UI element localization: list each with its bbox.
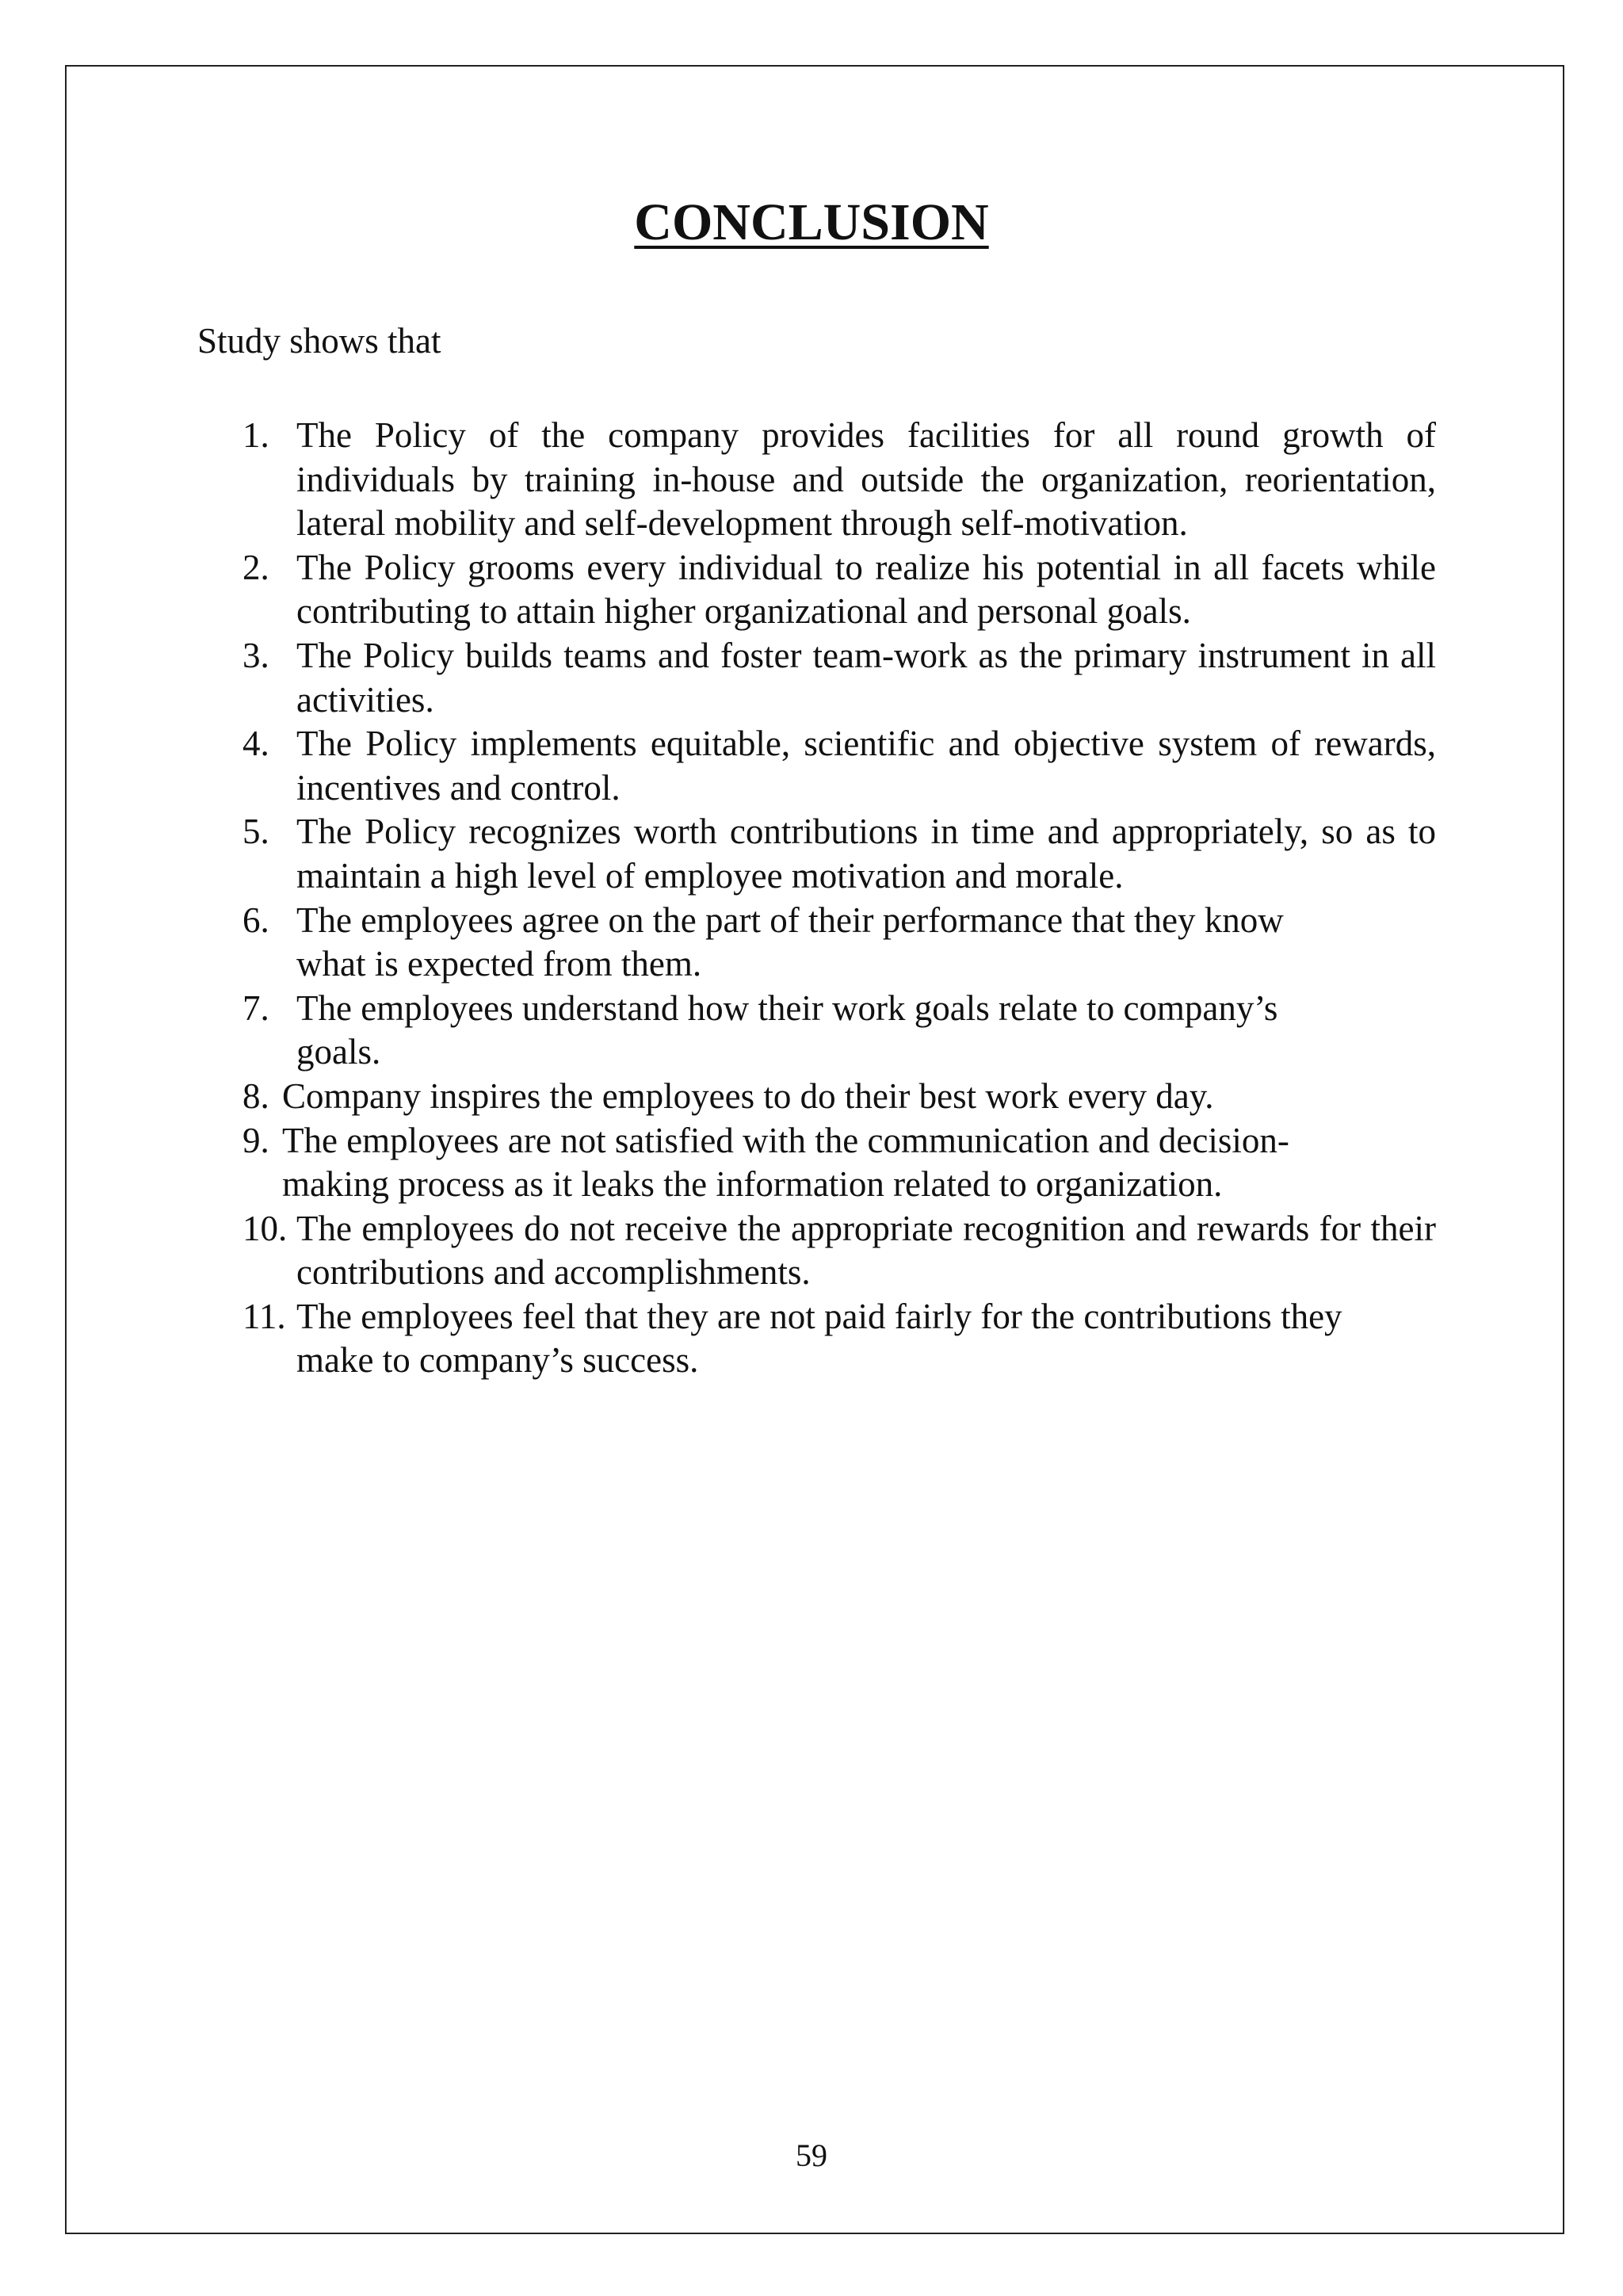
list-item <box>242 1075 1436 1119</box>
item-text: The Policy recognizes worth contributions in time and appropriately, so as to maintain a high level of employee motivation and morale. <box>296 812 1436 896</box>
item-text: The Policy of the company provides facilities for all round growth of individuals by training in-house and outside the organization, reorientation, lateral mobility and self-development through self-motivation. <box>296 415 1436 544</box>
intro-text: Study shows that <box>197 321 441 361</box>
item-number: 9. <box>242 1120 269 1160</box>
item-text: The Policy implements equitable, scientific and objective system of rewards, incentives and control. <box>296 724 1436 808</box>
item-number: 8. <box>242 1075 269 1116</box>
list-item <box>242 810 1436 898</box>
list-item <box>242 987 1436 1075</box>
page-title: CONCLUSION <box>634 193 989 251</box>
list-item <box>242 414 1436 546</box>
item-text: The Policy grooms every individual to realize his potential in all facets while contributing to attain higher organizational and personal goals. <box>296 547 1436 632</box>
item-number: 4. <box>242 724 269 764</box>
item-number: 2. <box>242 547 269 587</box>
item-number: 3. <box>242 635 269 675</box>
item-text: The employees do not receive the appropriate recognition and rewards for their contributions and accomplishments. <box>296 1208 1436 1293</box>
item-text: The Policy builds teams and foster team-work as the primary instrument in all activities. <box>296 635 1436 720</box>
item-text: The employees agree on the part of their performance that they know what is expected from them. <box>296 900 1284 984</box>
list-item <box>242 1207 1436 1295</box>
item-text: The employees understand how their work goals relate to company’s goals. <box>296 988 1278 1072</box>
item-text: The employees feel that they are not paid fairly for the contributions they make to company’s success. <box>296 1296 1342 1381</box>
list-item <box>242 546 1436 634</box>
page-number: 59 <box>796 2137 827 2173</box>
item-number: 1. <box>242 415 269 455</box>
item-number: 10. <box>242 1208 288 1248</box>
item-text: Company inspires the employees to do their best work every day. <box>282 1075 1214 1116</box>
item-number: 7. <box>242 988 269 1028</box>
item-text: The employees are not satisfied with the communication and decision- making process as it leaks the information related to organization. <box>282 1120 1289 1205</box>
list-item <box>242 1119 1436 1207</box>
item-number: 11. <box>242 1296 286 1336</box>
item-number: 6. <box>242 900 269 940</box>
list-item <box>242 722 1436 810</box>
list-item <box>242 1295 1436 1383</box>
conclusion-list <box>242 414 1436 1383</box>
list-item <box>242 634 1436 722</box>
list-item <box>242 899 1436 987</box>
item-number: 5. <box>242 812 269 852</box>
